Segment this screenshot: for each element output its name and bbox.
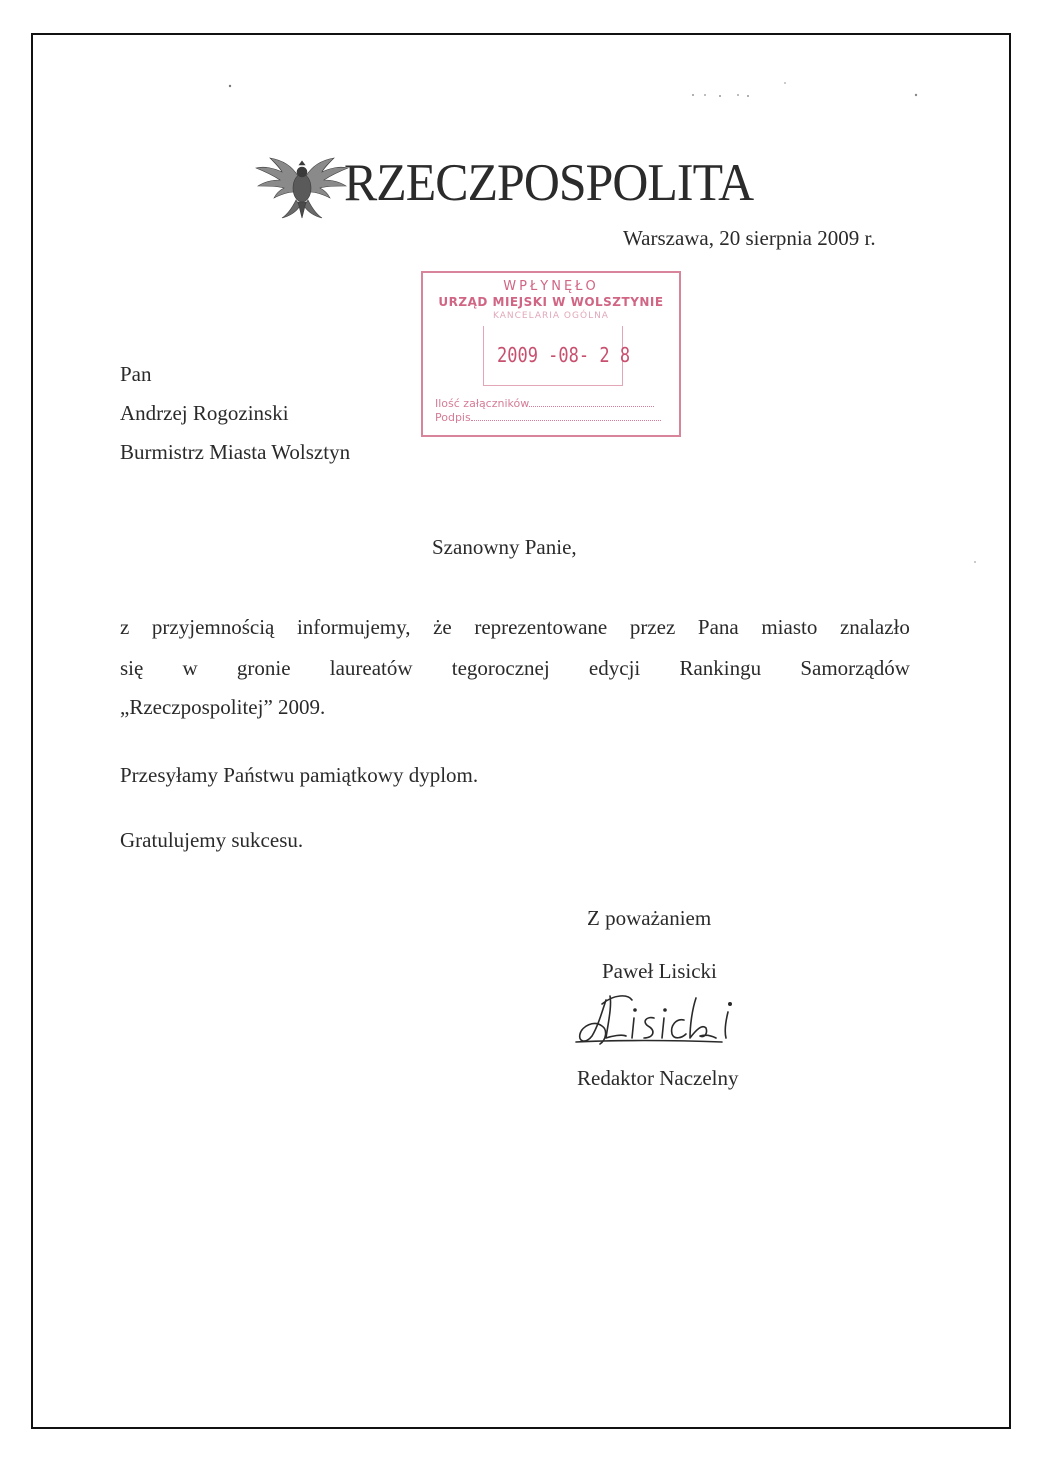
paragraph-line-2 [120, 656, 910, 681]
recipient-title: Burmistrz Miasta Wolsztyn [120, 440, 351, 464]
received-stamp [421, 271, 681, 437]
paragraph-line-3: „Rzeczpospolitej” 2009. [120, 695, 326, 719]
word: się [120, 656, 144, 680]
word: gronie [236, 656, 291, 680]
recipient-salutation: Pan [120, 362, 152, 386]
handwritten-signature [572, 990, 747, 1050]
masthead-title: RZECZPOSPOLITA [344, 154, 754, 212]
word: edycji [588, 656, 641, 680]
stamp-signature-dots [471, 411, 661, 421]
word: przez [629, 615, 676, 639]
word: w [182, 656, 198, 680]
stamp-attachments-dots [529, 397, 654, 407]
stamp-signature-row [435, 411, 661, 424]
word: miasto [761, 615, 818, 639]
word: informujemy, [296, 615, 411, 639]
diploma-line: Przesyłamy Państwu pamiątkowy dyplom. [120, 763, 479, 787]
signer-name: Paweł Lisicki [602, 959, 717, 983]
word: laureatów [329, 656, 413, 680]
word: Rankingu [679, 656, 762, 680]
masthead [252, 150, 782, 220]
recipient-name: Andrzej Rogozinski [120, 401, 289, 425]
stamp-date: 2009 -08- 2 8 [497, 343, 631, 367]
closing-regards: Z poważaniem [587, 906, 712, 930]
greeting: Szanowny Panie, [432, 535, 577, 559]
word: Samorządów [800, 656, 910, 680]
stamp-signature-label: Podpis [435, 411, 471, 424]
stamp-line-2: URZĄD MIEJSKI W WOLSZTYNIE [438, 295, 664, 309]
word: tegorocznej [451, 656, 550, 680]
word: przyjemnością [151, 615, 275, 639]
congratulations-line: Gratulujemy sukcesu. [120, 828, 304, 852]
word: że [433, 615, 452, 639]
stamp-attachments-row [435, 397, 654, 410]
stamp-attachments-label: Ilość załączników [435, 397, 530, 410]
word: Pana [697, 615, 739, 639]
date-line: Warszawa, 20 sierpnia 2009 r. [623, 226, 876, 250]
word: reprezentowane [474, 615, 608, 639]
paragraph-line-1 [120, 615, 910, 640]
signer-role: Redaktor Naczelny [577, 1066, 739, 1090]
stamp-line-1: WPŁYNĘŁO [503, 279, 599, 294]
eagle-icon [252, 152, 352, 220]
stamp-line-3: KANCELARIA OGÓLNA [493, 311, 609, 321]
word: znalazło [839, 615, 910, 639]
word: z [120, 615, 130, 639]
